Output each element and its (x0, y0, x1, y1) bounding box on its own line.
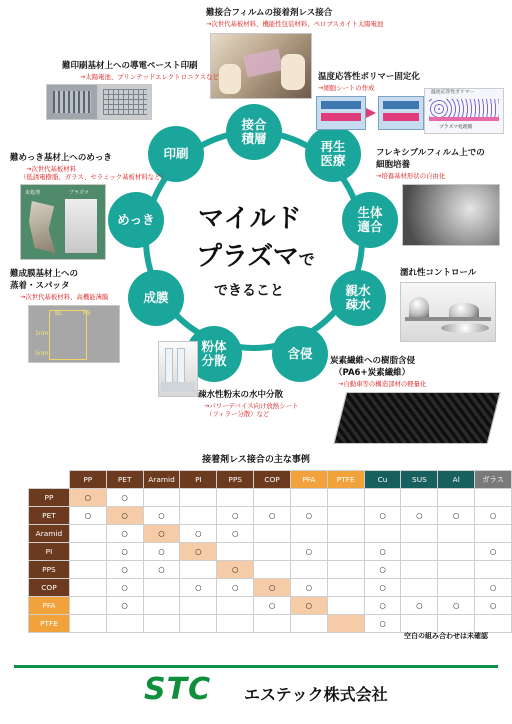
row-header: Aramid (29, 525, 70, 543)
column-header: PP (69, 471, 106, 489)
caption-joining-title: 難接合フィルムの接着剤レス接合 (206, 8, 333, 18)
company-name: エステック株式会社 (244, 685, 388, 704)
table-row (29, 597, 512, 615)
table-cell: ○ (143, 507, 180, 525)
caption-culture-title1: フレキシブルフィルム上での (376, 148, 485, 158)
table-cell (327, 579, 364, 597)
center-title-line1: マイルド (198, 204, 302, 234)
caption-culture-title2: 細胞培養 (376, 160, 411, 170)
column-header: PI (180, 471, 217, 489)
table-cell: ○ (401, 507, 438, 525)
table-row (29, 579, 512, 597)
table-cell: ○ (364, 561, 401, 579)
table-cell (69, 543, 106, 561)
column-header: PPS (217, 471, 254, 489)
table-cell: ○ (475, 507, 512, 525)
caption-plating-sub1: →次世代基板材料 (26, 165, 77, 173)
table-cell (180, 489, 217, 507)
caption-plating-sub2: （低誘電樹脂、ガラス、セラミック基板材料など） (20, 173, 167, 181)
table-cell (475, 561, 512, 579)
culture-photo (402, 184, 500, 246)
node-hydrophilic: 親水 疎水 (330, 270, 386, 326)
joining-photo (210, 33, 312, 99)
row-header: PPS (29, 561, 70, 579)
table-cell: ○ (475, 597, 512, 615)
caption-film-sub: →次世代基板材料、高機能薄膜 (20, 293, 109, 301)
node-impregnation: 含侵 (272, 326, 328, 382)
table-cell (180, 615, 217, 633)
column-header: ガラス (475, 471, 512, 489)
polymer-diagram-2 (378, 96, 424, 130)
column-header: Aramid (143, 471, 180, 489)
column-header: COP (254, 471, 291, 489)
row-header: PP (29, 489, 70, 507)
table-row (29, 561, 512, 579)
film-1nm-label: 1nm (35, 330, 49, 337)
table-cell: ○ (180, 525, 217, 543)
table-cell: ○ (475, 543, 512, 561)
table-row (29, 543, 512, 561)
table-cell (254, 489, 291, 507)
table-cell (254, 561, 291, 579)
film-bl-label: BL (55, 310, 63, 317)
node-film-deposition: 成膜 (128, 270, 184, 326)
table-row (29, 615, 512, 633)
caption-polymer-sub: →細胞シートの作成 (318, 84, 375, 92)
table-cell (217, 615, 254, 633)
table-cell (217, 489, 254, 507)
table-cell (143, 597, 180, 615)
table-cell (327, 615, 364, 633)
caption-resin-title1: 炭素繊維への樹脂含侵 (330, 356, 416, 366)
row-header: PTFE (29, 615, 70, 633)
table-cell (475, 615, 512, 633)
table-cell: ○ (364, 543, 401, 561)
table-cell (401, 489, 438, 507)
table-cell: ○ (290, 579, 327, 597)
table-cell: ○ (180, 543, 217, 561)
table-cell (327, 525, 364, 543)
film-ps-label: PS (83, 310, 91, 317)
table-cell (290, 489, 327, 507)
table-cell (254, 525, 291, 543)
table-cell: ○ (254, 579, 291, 597)
table-cell (143, 615, 180, 633)
caption-resin-title2: （PA6+炭素繊維） (334, 368, 411, 378)
table-cell (327, 543, 364, 561)
plating-right-label: プラズマ (69, 190, 89, 196)
row-header: PET (29, 507, 70, 525)
table-cell (327, 561, 364, 579)
table-cell (143, 489, 180, 507)
table-cell (180, 507, 217, 525)
column-header: Cu (364, 471, 401, 489)
polymer-bottom-label: プラズマ処理膜 (439, 125, 473, 130)
table-cell: ○ (254, 507, 291, 525)
table-cell (69, 615, 106, 633)
table-cell (438, 489, 475, 507)
table-cell (401, 543, 438, 561)
table-cell (69, 579, 106, 597)
table-cell (364, 489, 401, 507)
table-cell: ○ (217, 579, 254, 597)
node-regenerative-medicine: 再生 医療 (305, 126, 361, 182)
table-cell (327, 507, 364, 525)
caption-powder-sub1: →パワーデバイス向け放熱シート (204, 402, 299, 410)
table-cell (69, 525, 106, 543)
node-powder-dispersion: 粉体 分散 (186, 326, 242, 382)
column-header: SUS (401, 471, 438, 489)
plating-photo (20, 184, 106, 260)
table-cell: ○ (438, 597, 475, 615)
row-header: PI (29, 543, 70, 561)
table-cell (69, 561, 106, 579)
table-cell (475, 525, 512, 543)
table-cell: ○ (106, 597, 143, 615)
table-cell (401, 525, 438, 543)
film-5nm-label: 5nm (35, 350, 49, 357)
table-cell (364, 525, 401, 543)
table-cell (143, 579, 180, 597)
table-cell: ○ (290, 543, 327, 561)
table-cell: ○ (180, 579, 217, 597)
compatibility-table (28, 470, 512, 633)
table-cell: ○ (401, 597, 438, 615)
row-header: COP (29, 579, 70, 597)
table-cell (327, 489, 364, 507)
table-cell: ○ (143, 525, 180, 543)
table-cell (290, 615, 327, 633)
caption-plating-title: 難めっき基材上へのめっき (10, 153, 112, 163)
table-cell (217, 597, 254, 615)
table-cell (438, 579, 475, 597)
table-cell: ○ (254, 597, 291, 615)
plating-left-label: 未処理 (25, 190, 41, 196)
caption-resin-sub: →自動車等の構造部材の軽量化 (338, 380, 427, 388)
printing-photo-1 (46, 84, 98, 120)
table-cell: ○ (364, 507, 401, 525)
center-title-line3: できること (214, 283, 284, 299)
arrow-icon (366, 108, 376, 118)
node-joining: 接合 積層 (226, 104, 282, 160)
table-cell (254, 615, 291, 633)
node-plating: めっき (108, 192, 164, 248)
table-corner (29, 471, 70, 489)
table-cell: ○ (217, 507, 254, 525)
table-row (29, 489, 512, 507)
table-cell (438, 525, 475, 543)
footer-line (14, 665, 498, 668)
caption-film-title1: 難成膜基材上への (10, 269, 79, 279)
film-photo (28, 305, 120, 363)
caption-culture-sub: →培養基材形状の自由化 (376, 172, 446, 180)
caption-film-title2: 蒸着・スパッタ (10, 281, 70, 291)
table-cell: ○ (438, 507, 475, 525)
table-cell: ○ (69, 507, 106, 525)
caption-polymer-title: 温度応答性ポリマー固定化 (318, 72, 420, 82)
caption-wetting-title: 濡れ性コントロール (400, 268, 477, 278)
table-cell (475, 489, 512, 507)
table-cell: ○ (143, 561, 180, 579)
polymer-top-label: 温度応答性ポリマー (431, 90, 475, 95)
node-printing: 印刷 (148, 126, 204, 182)
table-cell (290, 561, 327, 579)
center-title-line2: プラズマで (196, 242, 315, 272)
table-cell (180, 597, 217, 615)
table-cell: ○ (364, 597, 401, 615)
caption-powder-title: 疎水性粉末の水中分散 (198, 390, 284, 400)
table-cell: ○ (364, 615, 401, 633)
table-row (29, 525, 512, 543)
wetting-photo (400, 282, 496, 342)
table-cell: ○ (143, 543, 180, 561)
column-header: PTFE (327, 471, 364, 489)
caption-printing-sub: →太陽電池、プリンテッドエレクトロニクスなど (80, 73, 219, 81)
column-header: Al (438, 471, 475, 489)
caption-printing-title: 難印刷基材上への導電ペースト印刷 (62, 61, 198, 71)
company-logo: STC (144, 672, 212, 707)
table-cell (401, 561, 438, 579)
resin-photo (334, 392, 501, 444)
powder-photo (158, 341, 198, 397)
table-cell (401, 579, 438, 597)
table-cell: ○ (69, 489, 106, 507)
table-cell: ○ (217, 525, 254, 543)
polymer-diagram-3 (424, 88, 504, 134)
table-cell: ○ (217, 561, 254, 579)
table-note: 空白の組み合わせは未確認 (404, 632, 488, 640)
table-cell (401, 615, 438, 633)
table-cell (438, 543, 475, 561)
table-cell (290, 525, 327, 543)
table-cell: ○ (106, 579, 143, 597)
table-cell (438, 615, 475, 633)
column-header: PFA (290, 471, 327, 489)
table-row (29, 507, 512, 525)
row-header: PFA (29, 597, 70, 615)
caption-powder-sub2: （フィラー分散）など (206, 410, 270, 418)
table-cell (254, 543, 291, 561)
node-biocompatible: 生体 適合 (342, 192, 398, 248)
table-cell (106, 615, 143, 633)
table-cell: ○ (106, 561, 143, 579)
printing-photo-2 (98, 84, 152, 120)
table-cell (327, 597, 364, 615)
table-cell (180, 561, 217, 579)
table-cell: ○ (106, 543, 143, 561)
table-cell (217, 543, 254, 561)
table-cell: ○ (290, 597, 327, 615)
table-cell: ○ (106, 489, 143, 507)
table-cell (69, 597, 106, 615)
caption-joining-sub: →次世代基板材料、機能性包装材料、ペロブスカイト太陽電池 (206, 20, 384, 28)
table-title: 接着剤レス接合の主な事例 (202, 455, 310, 465)
table-cell: ○ (364, 579, 401, 597)
table-cell: ○ (290, 507, 327, 525)
polymer-diagram-1 (316, 96, 366, 130)
column-header: PET (106, 471, 143, 489)
table-cell: ○ (106, 525, 143, 543)
table-cell: ○ (106, 507, 143, 525)
table-cell: ○ (475, 579, 512, 597)
table-cell (438, 561, 475, 579)
